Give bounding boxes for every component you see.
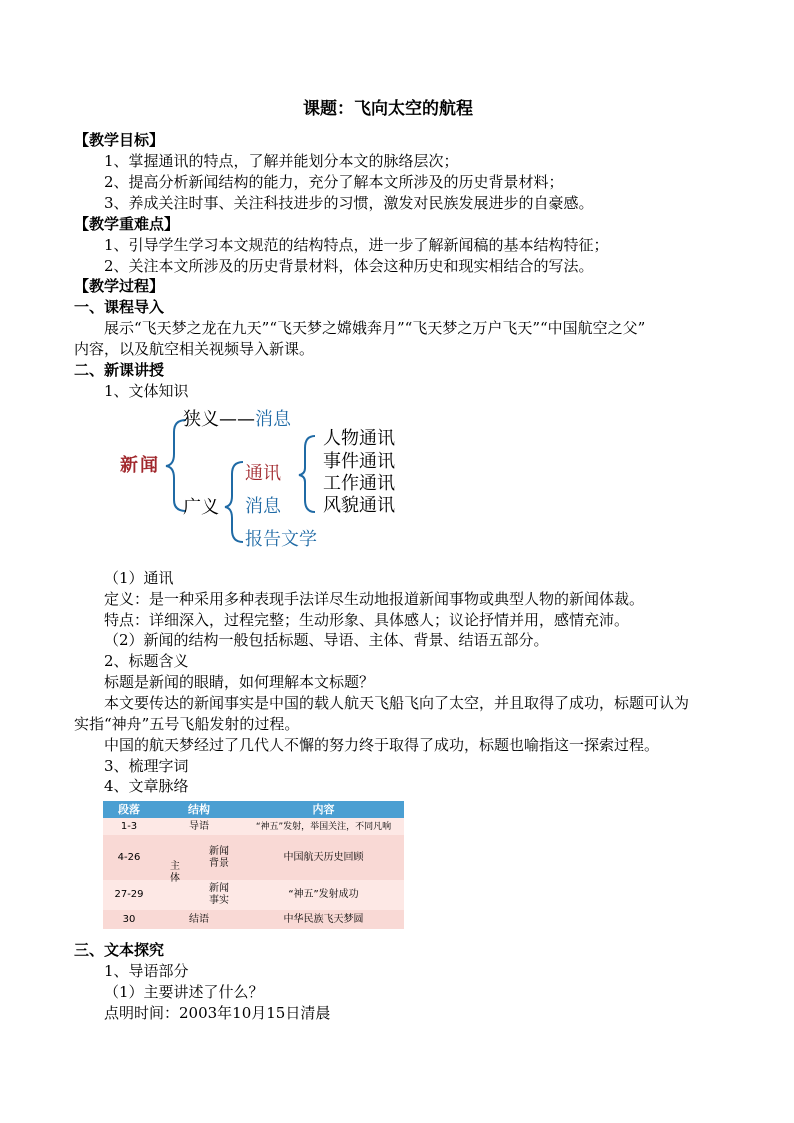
- table-row: [103, 818, 404, 835]
- narrow-text: 狭义: [183, 409, 219, 430]
- paragraph-text: 定义：是一种采用多种表现手法详尽生动地报道新闻事物或典型人物的新闻体裁。: [104, 590, 645, 608]
- goals-header: 【教学目标】: [74, 131, 165, 149]
- section-heading: 三、文本探究: [74, 941, 165, 959]
- table-cell: “神五”发射，举国关注，不同凡响: [255, 821, 392, 832]
- diagram-broad-item: 消息: [245, 496, 281, 517]
- table-row: [103, 880, 404, 910]
- table-cell: 中国航天历史回顾: [283, 851, 364, 863]
- goal-item: 2、提高分析新闻结构的能力，充分了解本文所涉及的历史背景材料；: [104, 173, 564, 191]
- diagram-tongxun-type: 风貌通讯: [323, 495, 395, 516]
- section-heading: 一、课程导入: [74, 298, 165, 316]
- paragraph-text: 展示“飞天梦之龙在九天”“飞天梦之嫦娥奔月”“飞天梦之万户飞天”“中国航空之父”: [104, 319, 646, 337]
- subheading: 4、文章脉络: [104, 777, 189, 795]
- goal-item: 1、掌握通讯的特点，了解并能划分本文的脉络层次；: [104, 152, 459, 170]
- keypoint-item: 2、关注本文所涉及的历史背景材料，体会这种历史和现实相结合的写法。: [104, 257, 594, 275]
- diagram-broad-item: 通讯: [245, 463, 281, 484]
- diagram-root-label: 新闻: [120, 455, 160, 476]
- subheading: 1、导语部分: [104, 962, 189, 980]
- table-row: [103, 910, 404, 929]
- table-cell: 新闻 背景: [209, 845, 229, 869]
- table-header-cell: 结构: [155, 801, 243, 818]
- paragraph-text: 中国的航天梦经过了几代人不懈的努力终于取得了成功，标题也喻指这一探索过程。: [104, 736, 660, 754]
- paragraph-text: 特点：详细深入，过程完整；生动形象、具体感人；议论抒情并用，感情充沛。: [104, 611, 630, 629]
- paragraph-text: （2）新闻的结构一般包括标题、导语、主体、背景、结语五部分。: [104, 631, 549, 649]
- diagram-tongxun-type: 事件通讯: [323, 451, 395, 472]
- diagram-broad-item: 报告文学: [245, 529, 317, 550]
- table-cell: 1-3: [120, 820, 138, 832]
- diagram-broad-label: 广义: [183, 497, 219, 518]
- article-structure-table: [103, 801, 404, 929]
- subheading: （1）主要讲述了什么？: [104, 983, 264, 1001]
- table-cell: 结语: [189, 913, 209, 925]
- goal-item: 3、养成关注时事、关注科技进步的习惯，激发对民族发展进步的自豪感。: [104, 194, 594, 212]
- table-cell: 导语: [189, 820, 209, 832]
- subheading: （1）通讯: [104, 569, 174, 587]
- subheading: 1、文体知识: [104, 382, 189, 400]
- paragraph-text: 本文要传达的新闻事实是中国的载人航天飞船飞向了太空，并且取得了成功，标题可认为: [104, 694, 690, 712]
- narrow-dash: ——: [219, 409, 255, 430]
- table-cell: 30: [122, 913, 136, 925]
- table-cell: 4-26: [117, 851, 141, 863]
- table-header-cell: 内容: [243, 801, 404, 818]
- subheading: 3、梳理字词: [104, 757, 189, 775]
- table-merged-cell: 主 体: [170, 860, 180, 884]
- paragraph-text: 标题是新闻的眼睛，如何理解本文标题？: [104, 673, 375, 691]
- table-cell: 27-29: [114, 889, 144, 900]
- paragraph-text: 内容，以及航空相关视频导入新课。: [74, 340, 315, 358]
- table-row: [103, 835, 404, 880]
- process-header: 【教学过程】: [74, 277, 165, 295]
- diagram-tongxun-type: 工作通讯: [323, 473, 395, 494]
- section-heading: 二、新课讲授: [74, 361, 165, 379]
- table-cell: 中华民族飞天梦圆: [283, 913, 364, 925]
- narrow-value: 消息: [255, 409, 291, 430]
- paragraph-text: 实指“神舟”五号飞船发射的过程。: [74, 715, 300, 733]
- table-cell: 新闻 事实: [209, 883, 229, 906]
- paragraph-text: 点明时间：2003年10月15日清晨: [104, 1004, 331, 1022]
- diagram-narrow-label: [183, 409, 291, 431]
- diagram-tongxun-type: 人物通讯: [323, 428, 395, 449]
- page-title: 课题：飞向太空的航程: [303, 99, 473, 119]
- keypoints-header: 【教学重难点】: [74, 215, 180, 233]
- table-header-cell: 段落: [103, 801, 155, 818]
- table-cell: “神五”发射成功: [288, 889, 359, 900]
- subheading: 2、标题含义: [104, 652, 189, 670]
- keypoint-item: 1、引导学生学习本文规范的结构特点，进一步了解新闻稿的基本结构特征；: [104, 236, 609, 254]
